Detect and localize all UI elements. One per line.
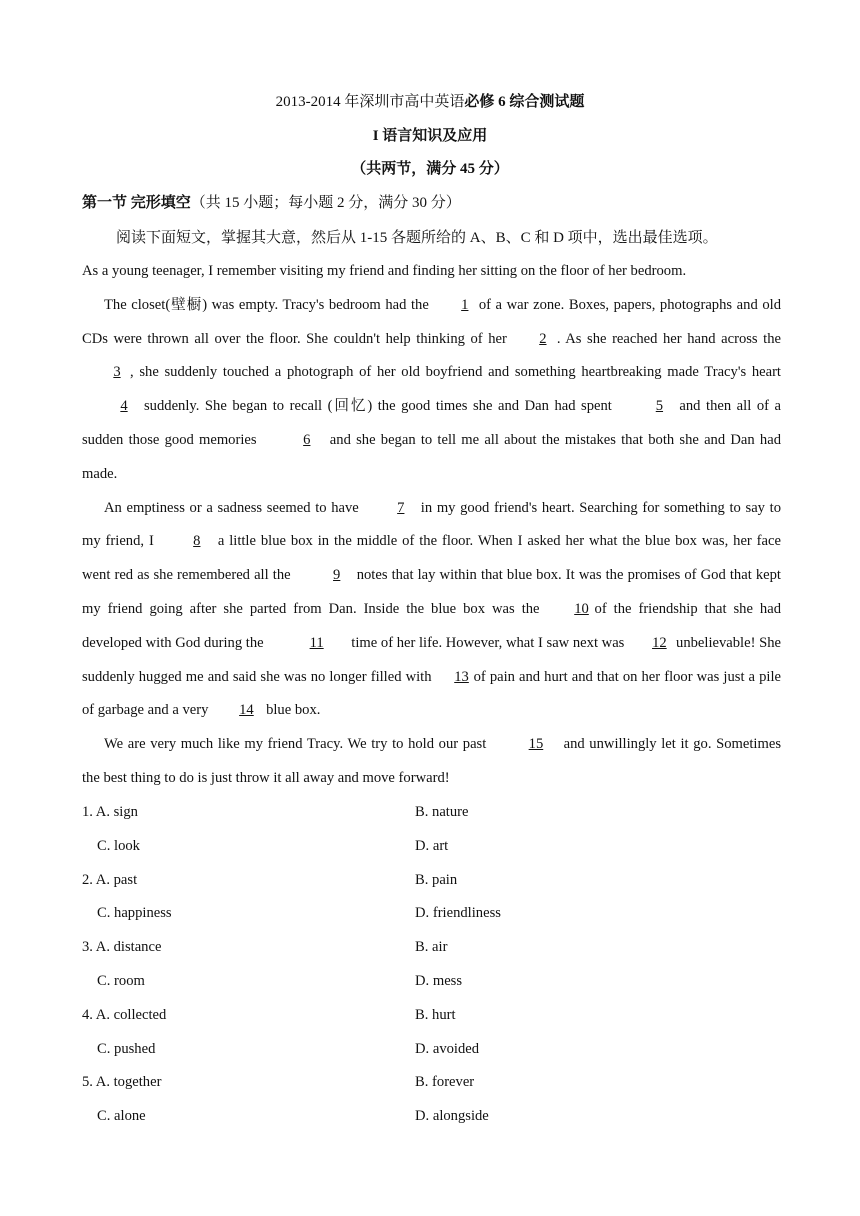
- option-a: 4. A. collected: [82, 1006, 167, 1023]
- blank-7: 7: [397, 499, 405, 516]
- option-row: [82, 1033, 782, 1067]
- blank-14: 14: [239, 702, 254, 719]
- paragraph-1: As a young teenager, I remember visiting my friend and finding her sitting on the floor of her bedroom.: [82, 263, 687, 279]
- option-b: B. air: [415, 939, 448, 956]
- option-c: C. pushed: [97, 1040, 156, 1057]
- option-c: C. alone: [97, 1108, 146, 1125]
- blank-8: 8: [193, 533, 201, 550]
- option-c: C. happiness: [97, 905, 172, 922]
- blank-3: 3: [113, 364, 121, 381]
- title-text: 2013-2014 年深圳市高中英语: [275, 94, 465, 110]
- option-a: 3. A. distance: [82, 939, 162, 956]
- option-a: 2. A. past: [82, 871, 138, 888]
- option-row: [82, 796, 782, 830]
- blank-13: 13: [454, 668, 469, 685]
- option-row: [82, 864, 782, 898]
- option-row: [82, 1066, 782, 1100]
- option-a: 1. A. sign: [82, 804, 138, 820]
- section-label: 第一节 完形填空: [82, 195, 191, 211]
- option-row: [82, 999, 782, 1033]
- option-c: C. look: [97, 837, 140, 854]
- blank-12: 12: [652, 634, 667, 651]
- option-row: [82, 897, 782, 931]
- blank-15: 15: [528, 736, 544, 753]
- title-bold-text: 必修 6 综合测试题: [464, 94, 585, 110]
- blank-5: 5: [655, 398, 664, 415]
- option-b: B. hurt: [415, 1006, 456, 1023]
- option-d: D. alongside: [415, 1108, 489, 1125]
- score-note: （共两节，满分 45 分）: [351, 161, 509, 177]
- passage: [82, 255, 781, 796]
- option-a: 5. A. together: [82, 1074, 162, 1091]
- paragraph-2: The closet(壁橱) was empty. Tracy's bedroom had the 1 of a war zone. Boxes, papers, photographs and old CDs were thrown all over the floor. She couldn't help thinking of her 2 . As she reached her hand across the3 , she suddenly touched a photograph of her old boyfriend and something heartbreaking made Tracy's heart4 suddenly. She began to recall (回忆) the good times she and Dan had spent 5 and then all of a sudden those good memories 6 and she began to tell me all about the mistakes that both she and Dan had made.: [82, 289, 781, 492]
- option-row: [82, 931, 782, 965]
- blank-11: 11: [309, 634, 324, 651]
- blank-4: 4: [120, 398, 128, 415]
- instructions: 阅读下面短文，掌握其大意，然后从 1-15 各题所给的 A、B、C 和 D 项中，选出最佳选项。: [116, 230, 718, 246]
- paragraph-4: We are very much like my friend Tracy. We try to hold our past 15 and unwillingly let it go. Sometimes the best thing to do is just throw it all away and move forward!: [82, 728, 781, 796]
- option-d: D. friendliness: [415, 905, 501, 922]
- option-b: B. pain: [415, 871, 458, 888]
- option-d: D. art: [415, 837, 449, 854]
- option-row: [82, 1100, 782, 1134]
- document-title: [0, 90, 860, 111]
- option-row: [82, 965, 782, 999]
- option-row: [82, 830, 782, 864]
- option-b: B. nature: [415, 804, 469, 820]
- section-note: （共 15 小题；每小题 2 分，满分 30 分）: [190, 195, 461, 211]
- paragraph-3: An emptiness or a sadness seemed to have 7 in my good friend's heart. Searching for something to say to my friend, I 8 a little blue box in the middle of the floor. When I asked her what the blue box was, her face went red as she remembered all the 9 notes that lay within that blue box. It was the promises of God that kept my friend going after she parted from Dan. Inside the blue box was the 10 of the friendship that she had developed with God during the 11 time of her life. However, what I saw next was 12 unbelievable! She suddenly hugged me and said she was no longer filled with 13 of pain and hurt and that on her floor was just a pile of garbage and a very 14 blue box.: [82, 492, 781, 729]
- blank-9: 9: [333, 567, 341, 584]
- options-list: [82, 796, 782, 1134]
- blank-10: 10: [574, 600, 589, 617]
- section-heading: [82, 191, 461, 212]
- blank-2: 2: [539, 330, 547, 347]
- blank-6: 6: [303, 431, 311, 448]
- option-d: D. mess: [415, 972, 463, 989]
- option-c: C. room: [97, 972, 145, 989]
- part-heading: I 语言知识及应用: [372, 128, 488, 144]
- option-b: B. forever: [415, 1074, 475, 1091]
- blank-1: 1: [461, 296, 469, 313]
- option-d: D. avoided: [415, 1040, 480, 1057]
